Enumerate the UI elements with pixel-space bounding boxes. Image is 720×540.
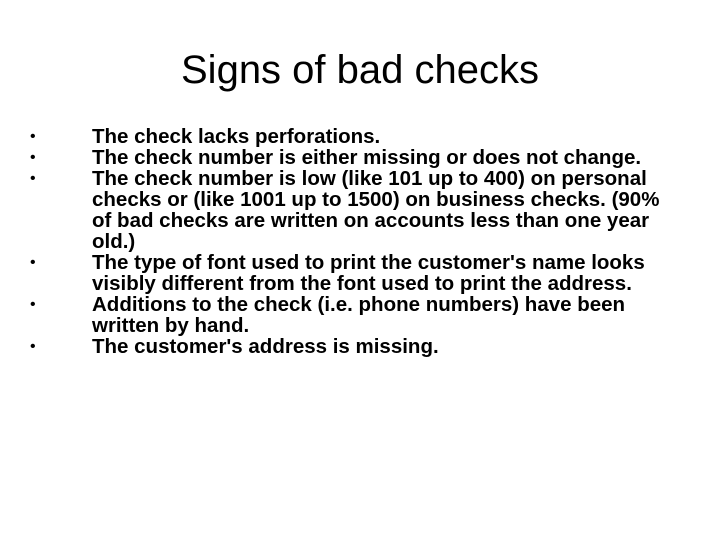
bullet-icon: •	[30, 170, 36, 187]
bullet-item-perforations	[0, 126, 672, 147]
bullet-text: The check lacks perforations.	[92, 125, 381, 148]
bullet-text: The check number is either missing or does not change.	[92, 146, 642, 169]
bullet-list	[0, 126, 720, 357]
bullet-item-font-different	[0, 252, 672, 294]
bullet-icon: •	[30, 296, 36, 313]
bullet-text: The check number is low (like 101 up to 400) on personal checks or (like 1001 up to 1500) on business checks. (90% of bad checks are written on accounts less than one year old.)	[92, 167, 660, 253]
bullet-item-address-missing	[0, 336, 672, 357]
bullet-text: The type of font used to print the customer's name looks visibly different from the font used to print the address.	[92, 251, 645, 295]
bullet-icon: •	[30, 128, 36, 145]
bullet-icon: •	[30, 149, 36, 166]
bullet-item-check-number-low	[0, 168, 672, 252]
bullet-icon: •	[30, 254, 36, 271]
slide-title: Signs of bad checks	[181, 48, 539, 92]
bullet-item-handwritten-additions	[0, 294, 672, 336]
bullet-item-check-number-missing	[0, 147, 672, 168]
bullet-icon: •	[30, 338, 36, 355]
bullet-text: The customer's address is missing.	[92, 335, 439, 358]
bullet-text: Additions to the check (i.e. phone numbers) have been written by hand.	[92, 293, 626, 337]
